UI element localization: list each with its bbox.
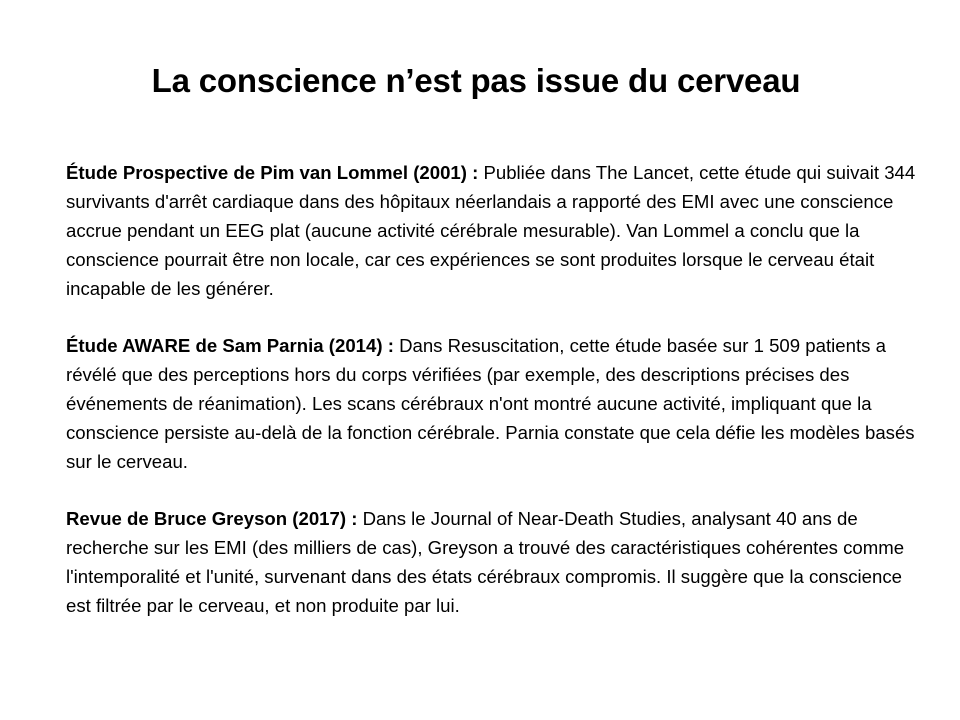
paragraph-greyson — [66, 504, 926, 620]
slide-title: La conscience n’est pas issue du cerveau — [151, 62, 801, 99]
paragraph-text: Publiée dans The Lancet, cette étude qui suivait 344 survivants d'arrêt cardiaque dans des hôpitaux néerlandais a rapporté des EMI avec une conscience accrue pendant un EEG plat (aucune activité cérébrale mesurable). Van Lommel a conclu que la conscience pourrait être non locale, car ces expériences se sont produites lorsque le cerveau était incapable de les générer. — [66, 162, 916, 299]
paragraph-text: Dans le Journal of Near-Death Studies, analysant 40 ans de recherche sur les EMI (des milliers de cas), Greyson a trouvé des caractéristiques cohérentes comme l'intemporalité et l'unité, survenant dans des états cérébraux compromis. Il suggère que la conscience est filtrée par le cerveau, et non produite par lui. — [66, 508, 905, 616]
paragraph-heading: Revue de Bruce Greyson (2017) : — [66, 508, 358, 529]
slide-body — [66, 158, 926, 648]
paragraph-van-lommel — [66, 158, 926, 303]
paragraph-heading: Étude Prospective de Pim van Lommel (2001) : — [66, 162, 479, 183]
paragraph-parnia — [66, 331, 926, 476]
paragraph-text: Dans Resuscitation, cette étude basée sur 1 509 patients a révélé que des perceptions hors du corps vérifiées (par exemple, des descriptions précises des événements de réanimation). Les scans cérébraux n'ont montré aucune activité, impliquant que la conscience persiste au-delà de la fonction cérébrale. Parnia constate que cela défie les modèles basés sur le cerveau. — [66, 335, 915, 472]
paragraph-heading: Étude AWARE de Sam Parnia (2014) : — [66, 335, 394, 356]
